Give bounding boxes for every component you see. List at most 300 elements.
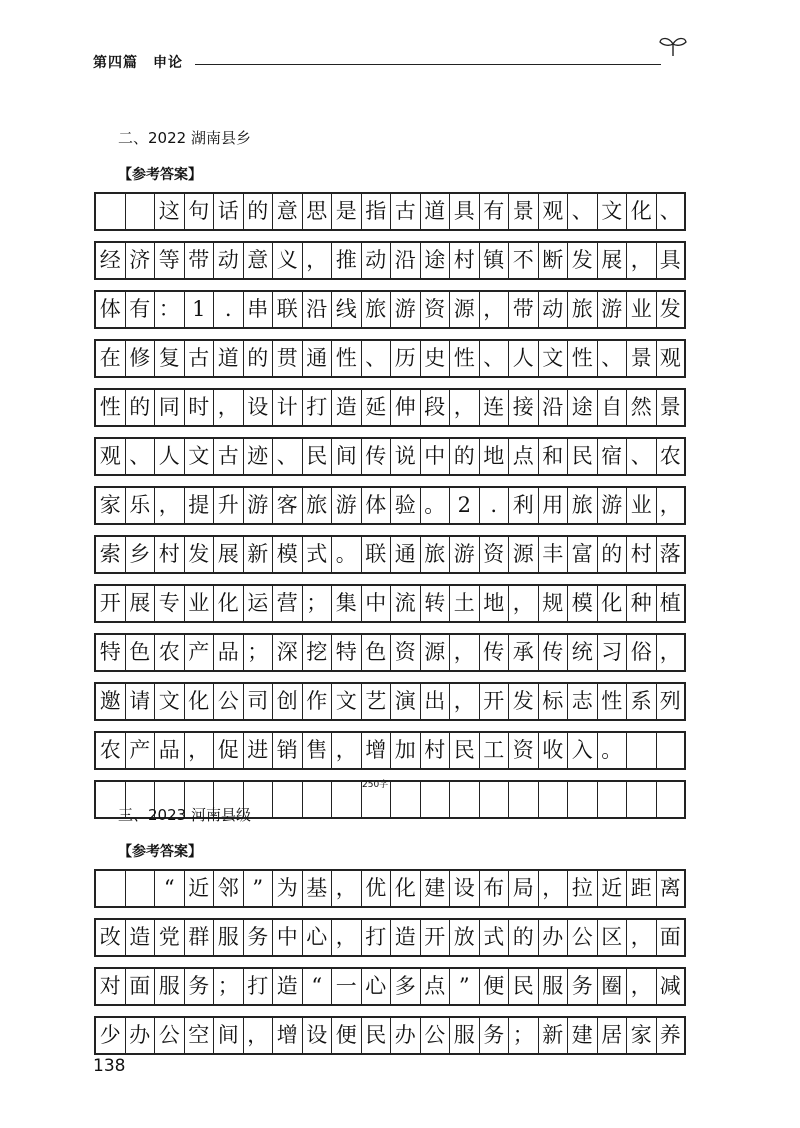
grid-cell: 务 [568,969,598,1004]
grid-cell: “ [155,871,185,906]
grid-cell: 少 [96,1018,126,1053]
grid-cell: ， [657,635,687,670]
grid-row [94,388,686,427]
grid-cell: 和 [539,439,569,474]
grid-cell: 新 [244,537,274,572]
grid-cell: ， [450,635,480,670]
grid-cell: 说 [391,439,421,474]
grid-cell: 乡 [126,537,156,572]
grid-cell: 流 [391,586,421,621]
grid-cell: 务 [185,969,215,1004]
grid-cell: 加 [391,733,421,768]
grid-cell: 打 [362,920,392,955]
grid-cell [627,782,657,817]
grid-cell [126,871,156,906]
grid-cell: 性 [568,341,598,376]
grid-cell: 具 [657,243,687,278]
grid-row [94,731,686,770]
grid-cell: 销 [273,733,303,768]
grid-cell: 工 [480,733,510,768]
grid-cell: 产 [126,733,156,768]
grid-cell: 土 [450,586,480,621]
grid-cell: 复 [155,341,185,376]
grid-cell: 人 [155,439,185,474]
grid-cell: 色 [126,635,156,670]
grid-cell: 便 [480,969,510,1004]
grid-cell: 品 [155,733,185,768]
grid-cell: 优 [362,871,392,906]
grid-cell [96,871,126,906]
grid-cell: 打 [303,390,333,425]
grid-cell: 模 [568,586,598,621]
grid-cell: 句 [185,194,215,229]
grid-cell: 点 [509,439,539,474]
grid-cell: 售 [303,733,333,768]
grid-cell: 性 [598,684,628,719]
grid-cell: ， [450,390,480,425]
grid-cell: 习 [598,635,628,670]
grid-cell: 贯 [273,341,303,376]
answer-grid-hunan [94,192,686,829]
page-header [93,50,693,74]
grid-cell: 促 [214,733,244,768]
grid-cell: 途 [568,390,598,425]
grid-cell: 。 [598,733,628,768]
grid-cell [126,194,156,229]
grid-cell: 旅 [568,488,598,523]
grid-cell: 办 [391,1018,421,1053]
grid-cell: 司 [244,684,274,719]
grid-cell: 景 [509,194,539,229]
grid-cell: 源 [450,292,480,327]
grid-cell: 宿 [598,439,628,474]
grid-cell: 提 [185,488,215,523]
grid-cell: ， [155,488,185,523]
grid-row [94,241,686,280]
grid-cell: 在 [96,341,126,376]
grid-cell: 造 [273,969,303,1004]
grid-cell: 的 [244,194,274,229]
grid-cell: 民 [362,1018,392,1053]
grid-row [94,535,686,574]
grid-cell: 体 [362,488,392,523]
grid-cell: 俗 [627,635,657,670]
grid-cell: 务 [244,920,274,955]
grid-cell: 然 [627,390,657,425]
grid-cell: 发 [568,243,598,278]
grid-cell: 是 [332,194,362,229]
grid-cell: 村 [627,537,657,572]
section-title-henan: 三、2023 河南县级 [118,806,251,824]
grid-cell: 点 [421,969,451,1004]
grid-cell: 式 [480,920,510,955]
grid-cell: 的 [450,439,480,474]
grid-cell: 旅 [362,292,392,327]
grid-cell: 村 [421,733,451,768]
grid-cell: 等 [155,243,185,278]
grid-cell: 地 [480,439,510,474]
grid-cell: ， [509,586,539,621]
grid-cell: 。 [332,537,362,572]
grid-cell: 植 [657,586,687,621]
grid-cell: 为 [273,871,303,906]
grid-cell: 公 [155,1018,185,1053]
answer-grid-henan [94,869,686,1065]
grid-row [94,1016,686,1055]
grid-cell: 多 [391,969,421,1004]
grid-cell: 景 [657,390,687,425]
grid-row [94,967,686,1006]
grid-cell: 减 [657,969,687,1004]
grid-cell: 这 [155,194,185,229]
grid-cell: 意 [244,243,274,278]
grid-row [94,584,686,623]
grid-cell: 有 [480,194,510,229]
grid-cell: 乐 [126,488,156,523]
grid-cell: 索 [96,537,126,572]
grid-cell [509,782,539,817]
grid-cell: 古 [185,341,215,376]
grid-cell: 演 [391,684,421,719]
grid-cell: ； [244,635,274,670]
grid-cell: 深 [273,635,303,670]
grid-cell: 民 [568,439,598,474]
grid-cell: 思 [303,194,333,229]
grid-cell: 带 [509,292,539,327]
grid-cell: 特 [332,635,362,670]
grid-cell: 公 [568,920,598,955]
grid-cell: 化 [627,194,657,229]
grid-cell: 规 [539,586,569,621]
grid-cell: 间 [214,1018,244,1053]
grid-cell: 历 [391,341,421,376]
grid-cell: 富 [568,537,598,572]
grid-cell: 旅 [568,292,598,327]
grid-cell: 入 [568,733,598,768]
chapter-header-title: 第四篇 申论 [93,55,183,71]
grid-cell: 道 [214,341,244,376]
grid-cell: 邻 [214,871,244,906]
grid-cell: 业 [627,488,657,523]
grid-cell: 列 [657,684,687,719]
grid-cell: 性 [96,390,126,425]
grid-cell: 、 [568,194,598,229]
grid-cell: 农 [657,439,687,474]
grid-cell: 民 [509,969,539,1004]
grid-cell: 建 [568,1018,598,1053]
grid-cell: 家 [96,488,126,523]
grid-cell: 。 [421,488,451,523]
grid-cell: 设 [244,390,274,425]
grid-cell: 标 [539,684,569,719]
grid-cell: 游 [598,292,628,327]
grid-cell: ， [214,390,244,425]
grid-row [94,290,686,329]
grid-cell: 落 [657,537,687,572]
grid-cell: 修 [126,341,156,376]
grid-cell: 、 [627,439,657,474]
grid-cell: 一 [332,969,362,1004]
grid-row [94,486,686,525]
grid-cell: 务 [480,1018,510,1053]
grid-cell [480,782,510,817]
grid-cell: 时 [185,390,215,425]
grid-cell: ， [627,920,657,955]
grid-cell: 沿 [303,292,333,327]
grid-cell: 村 [155,537,185,572]
grid-cell: 意 [273,194,303,229]
grid-cell: ， [450,684,480,719]
grid-cell: 统 [568,635,598,670]
grid-cell: ， [332,871,362,906]
grid-cell: 局 [509,871,539,906]
grid-cell: 段 [421,390,451,425]
grid-cell: 化 [185,684,215,719]
grid-cell: 丰 [539,537,569,572]
grid-cell: 中 [421,439,451,474]
grid-cell: . [480,488,510,523]
grid-cell: ， [185,733,215,768]
grid-cell: 打 [244,969,274,1004]
grid-cell [657,782,687,817]
grid-cell: 资 [509,733,539,768]
grid-cell: 对 [96,969,126,1004]
grid-cell: 民 [303,439,333,474]
grid-cell: 近 [185,871,215,906]
grid-cell: 办 [126,1018,156,1053]
grid-cell: 创 [273,684,303,719]
grid-cell: 道 [421,194,451,229]
grid-cell: 请 [126,684,156,719]
grid-cell: 业 [185,586,215,621]
grid-cell: 观 [539,194,569,229]
grid-cell: 转 [421,586,451,621]
grid-cell: ， [303,243,333,278]
grid-cell: 养 [657,1018,687,1053]
grid-cell: ， [244,1018,274,1053]
grid-cell: 离 [657,871,687,906]
grid-cell: 增 [362,733,392,768]
grid-cell: 体 [96,292,126,327]
grid-row [94,682,686,721]
grid-cell: 群 [185,920,215,955]
grid-cell: 发 [185,537,215,572]
grid-cell: 游 [332,488,362,523]
grid-cell: 游 [450,537,480,572]
grid-cell: 途 [421,243,451,278]
grid-cell: 居 [598,1018,628,1053]
grid-cell: “ [303,969,333,1004]
grid-cell: 式 [303,537,333,572]
grid-cell: 区 [598,920,628,955]
grid-cell: 文 [332,684,362,719]
grid-cell: 服 [450,1018,480,1053]
grid-cell: 传 [539,635,569,670]
grid-cell: 间 [332,439,362,474]
grid-cell [539,782,569,817]
grid-cell: 、 [657,194,687,229]
answer-label-henan: 【参考答案】 [118,844,202,860]
grid-cell: 源 [509,537,539,572]
grid-cell: 的 [509,920,539,955]
grid-cell: 公 [421,1018,451,1053]
grid-cell: ； [214,969,244,1004]
grid-row [94,918,686,957]
grid-cell: 的 [244,341,274,376]
grid-cell: 农 [96,733,126,768]
grid-cell: 集 [332,586,362,621]
grid-cell [391,782,421,817]
grid-cell: 中 [273,920,303,955]
grid-cell: 验 [391,488,421,523]
grid-cell: 专 [155,586,185,621]
grid-cell [627,733,657,768]
grid-cell: 旅 [421,537,451,572]
grid-cell: 服 [214,920,244,955]
grid-row [94,339,686,378]
grid-cell: 民 [450,733,480,768]
grid-cell: 文 [539,341,569,376]
grid-cell: 、 [480,341,510,376]
grid-cell: 济 [126,243,156,278]
grid-cell: 资 [421,292,451,327]
grid-cell: 党 [155,920,185,955]
grid-cell: 古 [391,194,421,229]
grid-cell: 资 [391,635,421,670]
grid-cell: 自 [598,390,628,425]
grid-cell: 文 [155,684,185,719]
grid-cell: 性 [450,341,480,376]
grid-cell: 同 [155,390,185,425]
grid-cell: 新 [539,1018,569,1053]
grid-cell: 造 [126,920,156,955]
grid-cell: 迹 [244,439,274,474]
grid-cell: 特 [96,635,126,670]
grid-cell: 种 [627,586,657,621]
grid-cell [303,782,333,817]
grid-cell: 家 [627,1018,657,1053]
grid-cell: 便 [332,1018,362,1053]
grid-cell: 设 [450,871,480,906]
grid-cell: 空 [185,1018,215,1053]
grid-cell: 面 [657,920,687,955]
grid-cell: 的 [598,537,628,572]
grid-cell: 沿 [539,390,569,425]
grid-cell: 动 [539,292,569,327]
grid-cell: 面 [126,969,156,1004]
grid-cell: 旅 [303,488,333,523]
header-rule [195,64,661,65]
grid-cell: 、 [598,341,628,376]
grid-cell: 用 [539,488,569,523]
grid-cell: 基 [303,871,333,906]
grid-cell: 接 [509,390,539,425]
grid-cell [450,782,480,817]
grid-cell: 产 [185,635,215,670]
grid-cell: 邀 [96,684,126,719]
grid-cell: 开 [421,920,451,955]
grid-cell: 建 [421,871,451,906]
grid-cell: 挖 [303,635,333,670]
grid-cell: 文 [598,194,628,229]
answer-label-hunan: 【参考答案】 [118,167,202,183]
grid-cell: 展 [214,537,244,572]
grid-cell: 断 [539,243,569,278]
grid-cell: 人 [509,341,539,376]
grid-cell: 拉 [568,871,598,906]
sprout-icon [657,34,689,58]
grid-cell [598,782,628,817]
grid-cell: 布 [480,871,510,906]
grid-cell: 有 [126,292,156,327]
grid-cell: ” [244,871,274,906]
section-title-hunan: 二、2022 湖南县乡 [118,129,251,147]
grid-cell: 2 [450,488,480,523]
grid-cell: 距 [627,871,657,906]
grid-cell: 营 [273,586,303,621]
grid-cell: 景 [627,341,657,376]
grid-cell: 观 [96,439,126,474]
grid-cell: ， [539,871,569,906]
grid-cell: 动 [362,243,392,278]
grid-cell: 计 [273,390,303,425]
grid-cell: 造 [391,920,421,955]
grid-cell: 化 [598,586,628,621]
grid-cell: ， [332,920,362,955]
grid-cell: 收 [539,733,569,768]
grid-cell: 动 [214,243,244,278]
grid-cell: 古 [214,439,244,474]
grid-cell: 带 [185,243,215,278]
grid-cell: 经 [96,243,126,278]
grid-cell: 圈 [598,969,628,1004]
grid-cell: 放 [450,920,480,955]
grid-cell [657,733,687,768]
grid-cell: ， [480,292,510,327]
grid-cell: 传 [362,439,392,474]
grid-cell: 近 [598,871,628,906]
grid-cell: 发 [509,684,539,719]
grid-cell: 增 [273,1018,303,1053]
grid-cell: 进 [244,733,274,768]
grid-cell: 造 [332,390,362,425]
grid-cell: 设 [303,1018,333,1053]
grid-cell: 展 [598,243,628,278]
grid-row [94,437,686,476]
grid-cell [332,782,362,817]
word-count-label: 250字 [362,780,389,790]
grid-cell: 的 [126,390,156,425]
grid-cell: . [214,292,244,327]
grid-cell: 出 [421,684,451,719]
grid-cell: 1 [185,292,215,327]
grid-cell: 史 [421,341,451,376]
grid-cell: 化 [214,586,244,621]
grid-cell: 系 [627,684,657,719]
page-number: 138 [93,1056,126,1076]
grid-cell: 游 [244,488,274,523]
grid-cell: 作 [303,684,333,719]
grid-cell: ， [627,969,657,1004]
grid-cell: 心 [362,969,392,1004]
grid-cell: 镇 [480,243,510,278]
grid-cell: 志 [568,684,598,719]
grid-cell: 、 [273,439,303,474]
grid-cell [96,194,126,229]
grid-cell: 利 [509,488,539,523]
grid-cell [421,782,451,817]
grid-cell: 义 [273,243,303,278]
